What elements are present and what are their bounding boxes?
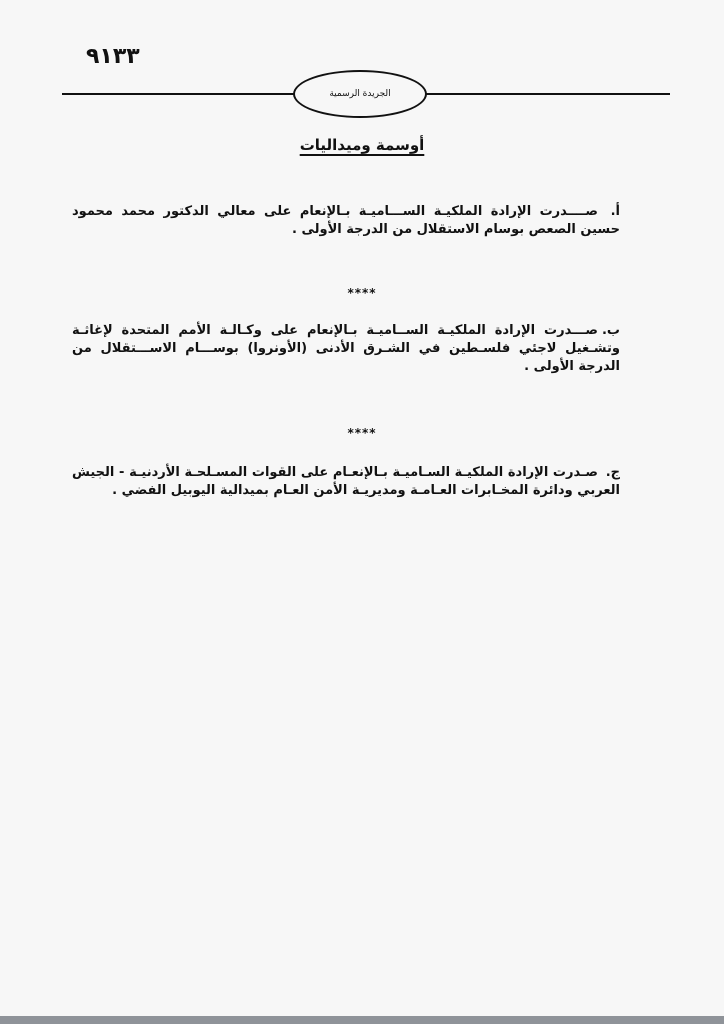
separator-stars: **** [347, 426, 377, 440]
section-title [262, 136, 462, 154]
decree-item-a-text: صــــدرت الإرادة الملكيـة الســـاميـة بـالإنعام على معالي الدكتور محمد محمود حسين الصعص بوسام الاستقلال من الدرجة الأولى . [72, 204, 620, 237]
decree-item-c-text: صـدرت الإرادة الملكيـة السـاميـة بـالإنعـام على القوات المسـلحـة الأردنيـة - الجيش العربي ودائرة المخـابرات العـامـة ومديريـة الأمن العـام بميدالية اليوبيل الفضي . [72, 465, 620, 498]
bottom-bar [0, 1016, 724, 1024]
decree-item-b-body [72, 322, 620, 376]
page-number: ٣٣١٩ [86, 44, 140, 69]
decree-item-c-marker: ج. [605, 465, 620, 480]
section-title-text: أوسمة وميداليات [299, 136, 425, 154]
decree-item-a [72, 203, 620, 239]
decree-item-c [72, 464, 620, 500]
decree-item-c-body [72, 464, 620, 500]
decree-item-b-text: صـــدرت الإرادة الملكيـة الســاميـة بـالإنعام على وكـالـة الأمم المتحدة لإغاثـة وتشـغيل لاجئي فلسـطين في الشـرق الأدنى (الأونروا) بوســـام الاســـتقلال من الدرجة الأولى . [72, 323, 620, 374]
gazette-name: الجريدة الرسمية [329, 89, 391, 99]
decree-item-a-body [72, 203, 620, 239]
decree-item-b [72, 322, 620, 376]
separator-stars: **** [347, 286, 377, 300]
decree-item-a-marker: أ. [610, 204, 620, 219]
decree-item-b-marker: ب. [601, 323, 620, 338]
gazette-oval [293, 70, 427, 118]
